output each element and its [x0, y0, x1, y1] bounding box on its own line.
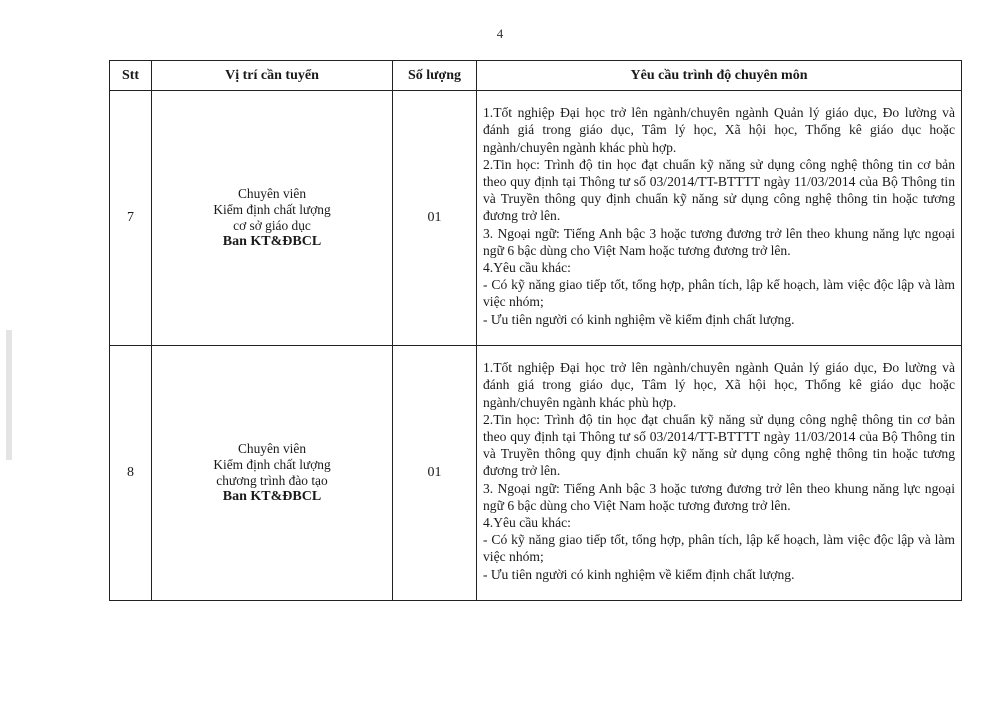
table-header-row [110, 61, 962, 91]
requirement-item: 4.Yêu cầu khác: [483, 260, 571, 275]
requirement-item: - Có kỹ năng giao tiếp tốt, tổng hợp, phân tích, lập kế hoạch, làm việc độc lập và làm việc nhóm; [483, 532, 955, 565]
header-stt: Stt [110, 61, 152, 91]
row-quantity: 01 [393, 91, 477, 346]
position-line: Chuyên viên [237, 441, 307, 456]
row-quantity: 01 [393, 346, 477, 601]
position-line: Chuyên viên [237, 186, 307, 201]
requirement-item: 2.Tin học: Trình độ tin học đạt chuẩn kỹ năng sử dụng công nghệ thông tin cơ bản theo quy định tại Thông tư số 03/2014/TT-BTTTT ngày 11/03/2014 của Bộ Thông tin và Truyền thông quy định chuẩn kỹ năng sử dụng công nghệ thông tin hoặc tương đương trở lên. [483, 156, 955, 224]
requirement-item: 3. Ngoại ngữ: Tiếng Anh bậc 3 hoặc tương đương trở lên theo khung năng lực ngoại ngữ 6 bậc dùng cho Việt Nam hoặc tương đương trở lên. [483, 225, 955, 258]
requirement-item: - Có kỹ năng giao tiếp tốt, tổng hợp, phân tích, lập kế hoạch, làm việc độc lập và làm việc nhóm; [483, 277, 955, 310]
header-quantity: Số lượng [393, 61, 477, 91]
scan-margin-mark [6, 330, 12, 460]
recruitment-table [109, 60, 962, 601]
department-name: Ban KT&ĐBCL [222, 489, 322, 504]
header-requirements: Yêu cầu trình độ chuyên môn [477, 61, 962, 91]
table-row [110, 91, 962, 346]
table-row [110, 346, 962, 601]
requirement-item: 4.Yêu cầu khác: [483, 515, 571, 530]
position-line: Kiểm định chất lượng [213, 202, 331, 217]
page-number: 4 [496, 26, 504, 41]
department-name: Ban KT&ĐBCL [222, 234, 322, 249]
row-position [152, 91, 393, 346]
requirement-item: 3. Ngoại ngữ: Tiếng Anh bậc 3 hoặc tương đương trở lên theo khung năng lực ngoại ngữ 6 bậc dùng cho Việt Nam hoặc tương đương trở lên. [483, 480, 955, 513]
requirement-item: 1.Tốt nghiệp Đại học trở lên ngành/chuyên ngành Quản lý giáo dục, Đo lường và đánh giá trong giáo dục, Tâm lý học, Xã hội học, Thống kê giáo dục hoặc ngành/chuyên ngành khác phù hợp. [483, 105, 955, 155]
header-position: Vị trí cần tuyển [152, 61, 393, 91]
row-stt: 7 [110, 91, 152, 346]
position-line: chương trình đào tạo [216, 473, 328, 488]
position-line: cơ sở giáo dục [233, 218, 311, 233]
row-stt: 8 [110, 346, 152, 601]
row-requirements [477, 91, 962, 346]
position-line: Kiểm định chất lượng [213, 457, 331, 472]
requirement-item: 1.Tốt nghiệp Đại học trở lên ngành/chuyên ngành Quản lý giáo dục, Đo lường và đánh giá trong giáo dục, Tâm lý học, Xã hội học, Thống kê giáo dục hoặc ngành/chuyên ngành khác phù hợp. [483, 360, 955, 410]
row-requirements [477, 346, 962, 601]
row-position [152, 346, 393, 601]
requirement-item: - Ưu tiên người có kinh nghiệm về kiểm định chất lượng. [483, 311, 795, 327]
requirement-item: 2.Tin học: Trình độ tin học đạt chuẩn kỹ năng sử dụng công nghệ thông tin cơ bản theo quy định tại Thông tư số 03/2014/TT-BTTTT ngày 11/03/2014 của Bộ Thông tin và Truyền thông quy định chuẩn kỹ năng sử dụng công nghệ thông tin hoặc tương đương trở lên. [483, 411, 955, 479]
requirement-item: - Ưu tiên người có kinh nghiệm về kiểm định chất lượng. [483, 566, 795, 582]
